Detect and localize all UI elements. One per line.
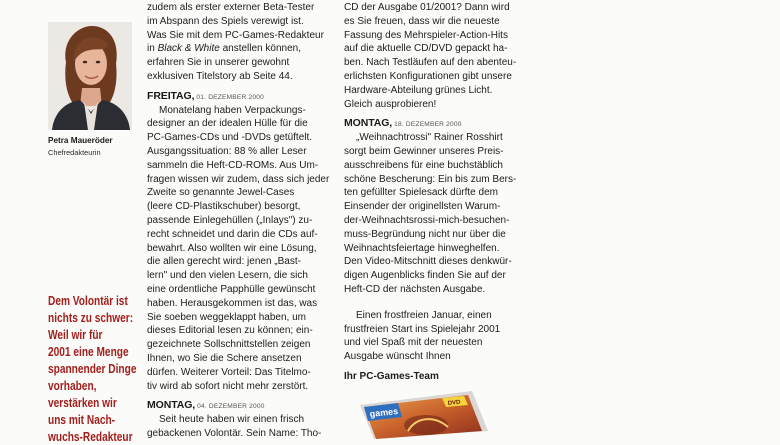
text-line: ten gefüllter Spielesack dürfte dem [344, 187, 498, 199]
text-line: sorgt beim Gewinner unseres Preis- [344, 145, 504, 157]
text-line: Sie soeben weggeklappt haben, um [147, 311, 307, 323]
text-line: die allen gerecht wird: jenen „Bast- [147, 256, 301, 268]
text-line: dieses Editorial lesen zu können; ein- [147, 325, 313, 337]
text-line: Heft-CD der nächsten Ausgabe. [344, 283, 486, 295]
text-line: erlichsten Konfigurationen gibt unsere [344, 70, 512, 82]
game-title-italic: Black & White [157, 43, 220, 55]
text-line: Einen frostfreien Januar, einen [356, 309, 492, 321]
text-line: bewahrt. Also wollten wir eine Lösung, [147, 242, 317, 254]
text-line: (leere CD-Plastikschuber) besorgt, [147, 201, 301, 213]
text-line: zudem als erster externer Beta-Tester [147, 2, 315, 13]
text-line: exklusiven Titelstory ab Seite 44. [147, 70, 293, 82]
text-line: Zweite so genannte Jewel-Cases [147, 187, 295, 199]
text-line: es Sie freuen, dass wir die neueste [344, 15, 500, 27]
pull-quote-line: vorhaben, [48, 378, 97, 393]
text-column-2 [344, 1, 536, 384]
text-line: Ausgangssituation: 88 % aller Leser [147, 145, 307, 157]
day-label: MONTAG, [344, 117, 393, 130]
section-heading-monday [344, 117, 536, 131]
text-line: Hardware-Abteilung grünes Licht. [344, 84, 493, 96]
text-line: muss-Begründung nicht nur über die [344, 228, 506, 240]
pull-quote-line: Weil wir für [48, 327, 103, 342]
pull-quote [48, 292, 145, 445]
pull-quote-line: wuchs-Redakteur [48, 429, 133, 444]
text-line: und viel Spaß mit der neuesten [344, 337, 483, 349]
section-heading-monday [147, 399, 337, 413]
text-line [147, 42, 337, 56]
text-line: schöne Bescherung: Ein bis zum Bers- [344, 173, 517, 185]
text-line: CD der Ausgabe 01/2001? Dann wird [344, 2, 510, 13]
date-label: 18. DEZEMBER 2000 [394, 121, 462, 129]
text-line: passende Einlegehüllen („Inlays") zu- [147, 214, 313, 226]
pull-quote-line: uns mit Nach- [48, 412, 116, 427]
text-line: digen Augenblicks finden Sie auf der [344, 270, 506, 282]
photo-caption-name: Petra Maueröder [48, 136, 113, 145]
text-line: Gleich ausprobieren! [344, 98, 437, 110]
text-line: Den Video-Mitschnitt dieses denkwür- [344, 256, 512, 268]
text-line: ben. Nach Testläufen auf den abenteu- [344, 57, 517, 69]
cover-graphic [356, 391, 488, 439]
text-line: fragen wissen wir zudem, dass sich jeder [147, 173, 330, 185]
text-line: auf die aktuelle CD/DVD gepackt ha- [344, 43, 508, 55]
text-span: in [147, 43, 158, 55]
day-label: FREITAG, [147, 89, 195, 102]
text-line: erfahren Sie in unserer gewohnt [147, 57, 290, 69]
text-column-1 [147, 1, 337, 441]
text-line: dürfen. Weiterer Vorteil: Das Titelmo- [147, 366, 311, 378]
text-line: Monatelang haben Verpackungs- [159, 104, 306, 116]
pull-quote-line: verstärken wir [48, 395, 117, 410]
text-line: Weihnachtsfeiertage hinweghelfen. [344, 242, 500, 254]
text-line: Einsender der originellsten Warum- [344, 201, 501, 213]
editor-portrait-image [48, 22, 132, 130]
pull-quote-line: Dem Volontär ist [48, 293, 128, 308]
text-span: anstellen können, [219, 43, 301, 55]
pull-quote-line: nichts zu schwer: [48, 310, 134, 325]
text-line: lern" und den vielen Lesern, die sich [147, 270, 308, 282]
section-heading-friday [147, 90, 337, 104]
cover-logo-text: games [369, 406, 399, 419]
text-line: Ihnen, wo Sie die Schere ansetzen [147, 352, 302, 364]
text-line: Was Sie mit dem PC-Games-Redakteur [147, 29, 324, 41]
text-line: designer an der idealen Hülle für die [147, 118, 308, 130]
photo-caption-role: Chefredakteurin [48, 148, 101, 157]
text-line: tiv wird ab sofort nicht mehr zerstört. [147, 380, 309, 392]
text-line: ausschreibens für eine buchstäblich [344, 159, 503, 171]
text-line: recht schneidet und darin die CDs auf- [147, 228, 318, 240]
pull-quote-line: spannender Dinge [48, 361, 137, 376]
text-line: gebackenen Volontär. Sein Name: Tho- [147, 427, 322, 439]
text-line: gezeichnete Sollschnittstellen zeigen [147, 339, 311, 351]
text-line: Fassung des Mehrspieler-Action-Hits [344, 29, 508, 41]
text-line: der-Weihnachtsrossi-mich-besuchen- [344, 214, 510, 226]
text-line: frustfreien Start ins Spielejahr 2001 [344, 323, 501, 335]
text-line: Ausgabe wünscht Ihnen [344, 351, 451, 363]
text-line: PC-Games-CDs und -DVDs getüftelt. [147, 132, 313, 144]
text-line: im Abspann des Spiels verewigt ist. [147, 15, 304, 27]
date-label: 01. DEZEMBER 2000 [196, 93, 264, 101]
text-line: Seit heute haben wir einen frisch [159, 414, 305, 426]
cover-badge-text: DVD [447, 399, 461, 407]
magazine-cover-image [356, 391, 488, 439]
text-line: haben. Herausgekommen ist das, was [147, 297, 318, 309]
editor-photo [48, 22, 132, 130]
day-label: MONTAG, [147, 399, 196, 412]
date-label: 04. DEZEMBER 2000 [197, 403, 265, 411]
text-line: „Weihnachtrossi" Rainer Rosshirt [356, 132, 503, 144]
text-line: eine ordentliche Papphülle gewünscht [147, 283, 316, 295]
pull-quote-line: 2001 eine Menge [48, 344, 129, 359]
signature: Ihr PC-Games-Team [344, 370, 439, 382]
text-line: sammeln die Heft-CD-ROMs. Aus Um- [147, 159, 319, 171]
